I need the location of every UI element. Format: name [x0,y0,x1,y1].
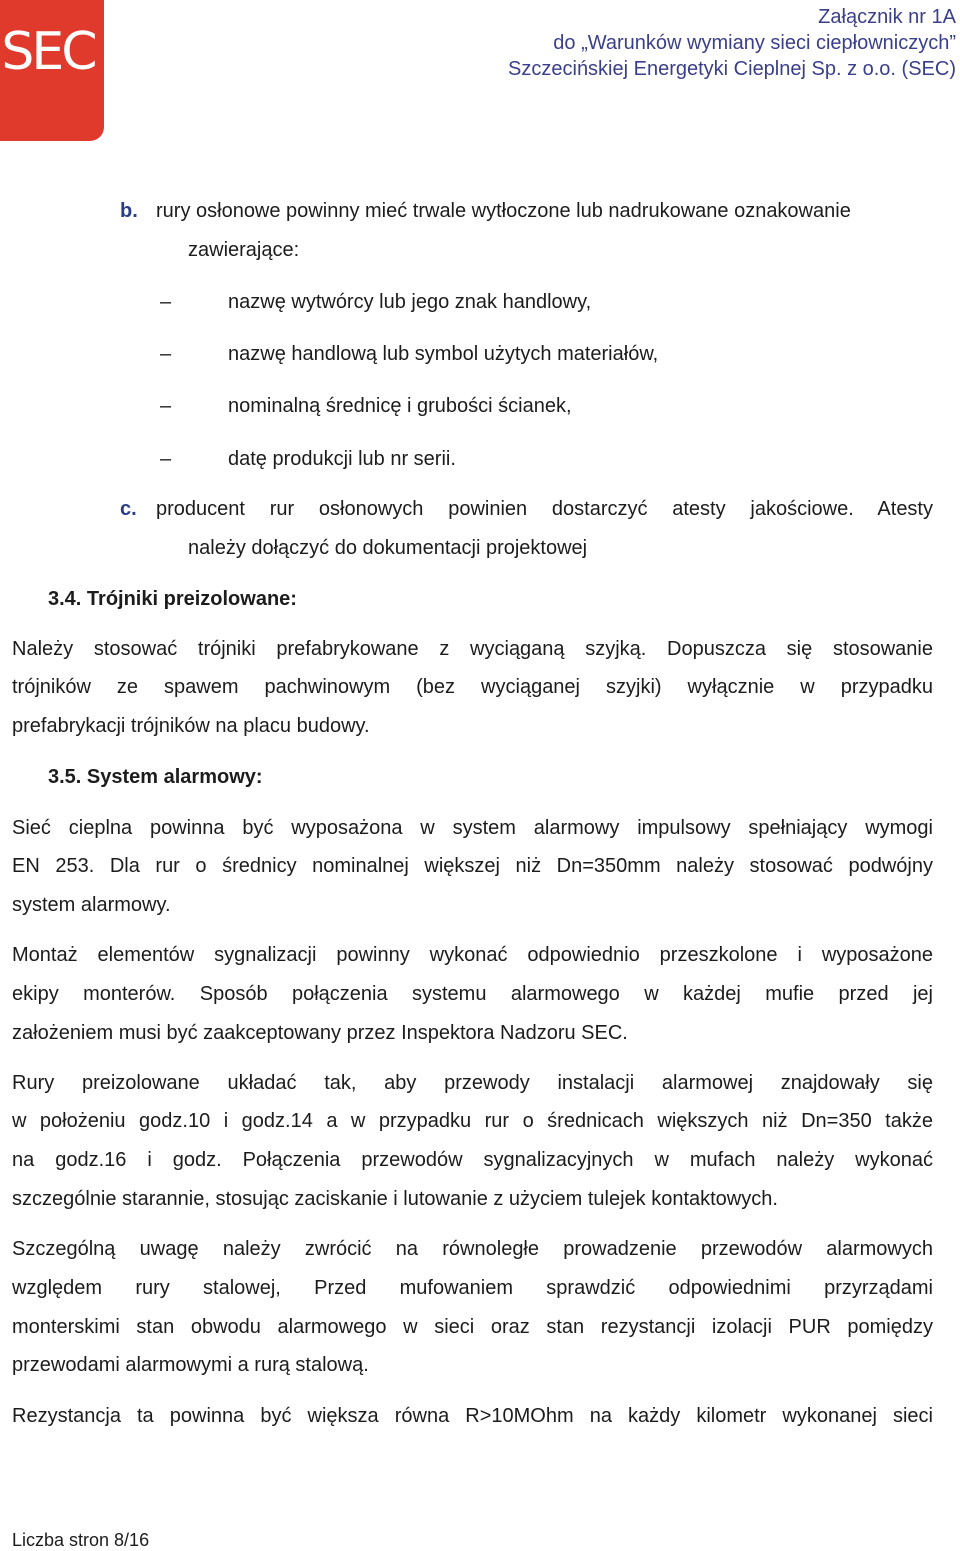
header-line-1: Załącznik nr 1A [818,6,956,28]
paragraph-line: system alarmowy. [12,894,171,916]
dash-marker: – [160,448,172,470]
sec-logo [0,0,104,141]
header-line-2: do „Warunków wymiany sieci ciepłowniczych” [553,32,956,54]
paragraph-line: Rury preizolowane układać tak, aby przewody instalacji alarmowej znajdowały się [12,1072,933,1094]
paragraph-line: Montaż elementów sygnalizacji powinny wykonać odpowiednio przeszkolone i wyposażone [12,944,933,966]
header-line-3: Szczecińskiej Energetyki Cieplnej Sp. z o.o. (SEC) [508,58,956,80]
paragraph-line: założeniem musi być zaakceptowany przez Inspektora Nadzoru SEC. [12,1022,628,1044]
paragraph-line: na godz.16 i godz. Połączenia przewodów sygnalizacyjnych w mufach należy wykonać [12,1149,933,1171]
section-3-4-heading: 3.4. Trójniki preizolowane: [48,588,297,610]
dash-marker: – [160,395,172,417]
paragraph-line: szczególnie starannie, stosując zaciskanie i lutowanie z użyciem tulejek kontaktowych. [12,1188,778,1210]
item-c-line-2: należy dołączyć do dokumentacji projektowej [188,537,588,559]
paragraph-line: w położeniu godz.10 i godz.14 a w przypadku rur o średnicach większych niż Dn=350 także [12,1110,933,1132]
section-3-4-line: prefabrykacji trójników na placu budowy. [12,715,370,737]
paragraph-line: ekipy monterów. Sposób połączenia systemu alarmowego w każdej mufie przed jej [12,983,933,1005]
page-count: Liczba stron 8/16 [12,1530,150,1550]
bullet-item: datę produkcji lub nr serii. [228,448,456,470]
dash-marker: – [160,291,172,313]
bullet-item: nazwę handlową lub symbol użytych materiałów, [228,343,659,365]
paragraph-line: Rezystancja ta powinna być większa równa R>10MOhm na każdy kilometr wykonanej sieci [12,1405,933,1427]
logo-text: SEC [1,22,95,82]
bullet-item: nominalną średnicę i grubości ścianek, [228,395,572,417]
section-3-5-heading: 3.5. System alarmowy: [48,766,263,788]
item-c-line-1: producent rur osłonowych powinien dostarczyć atesty jakościowe. Atesty [156,498,933,520]
paragraph-line: przewodami alarmowymi a rurą stalową. [12,1354,369,1376]
section-3-4-line: Należy stosować trójniki prefabrykowane z wyciąganą szyjką. Dopuszcza się stosowanie [12,638,933,660]
document-header [508,4,956,82]
paragraph-line: EN 253. Dla rur o średnicy nominalnej większej niż Dn=350mm należy stosować podwójny [12,855,933,877]
paragraph-line: Sieć cieplna powinna być wyposażona w system alarmowy impulsowy spełniający wymogi [12,817,933,839]
dash-marker: – [160,343,172,365]
item-b-marker: b. [120,200,138,222]
paragraph-line: Szczególną uwagę należy zwrócić na równoległe prowadzenie przewodów alarmowych [12,1238,933,1260]
bullet-item: nazwę wytwórcy lub jego znak handlowy, [228,291,592,313]
item-c-marker: c. [120,498,137,520]
paragraph-line: monterskimi stan obwodu alarmowego w sieci oraz stan rezystancji izolacji PUR pomiędzy [12,1316,933,1338]
section-3-4-line: trójników ze spawem pachwinowym (bez wyciąganej szyjki) wyłącznie w przypadku [12,676,933,698]
item-b-line-2: zawierające: [188,239,300,261]
item-b-line-1: rury osłonowe powinny mieć trwale wytłoczone lub nadrukowane oznakowanie [156,200,851,222]
paragraph-line: względem rury stalowej, Przed mufowaniem sprawdzić odpowiednimi przyrządami [12,1277,933,1299]
